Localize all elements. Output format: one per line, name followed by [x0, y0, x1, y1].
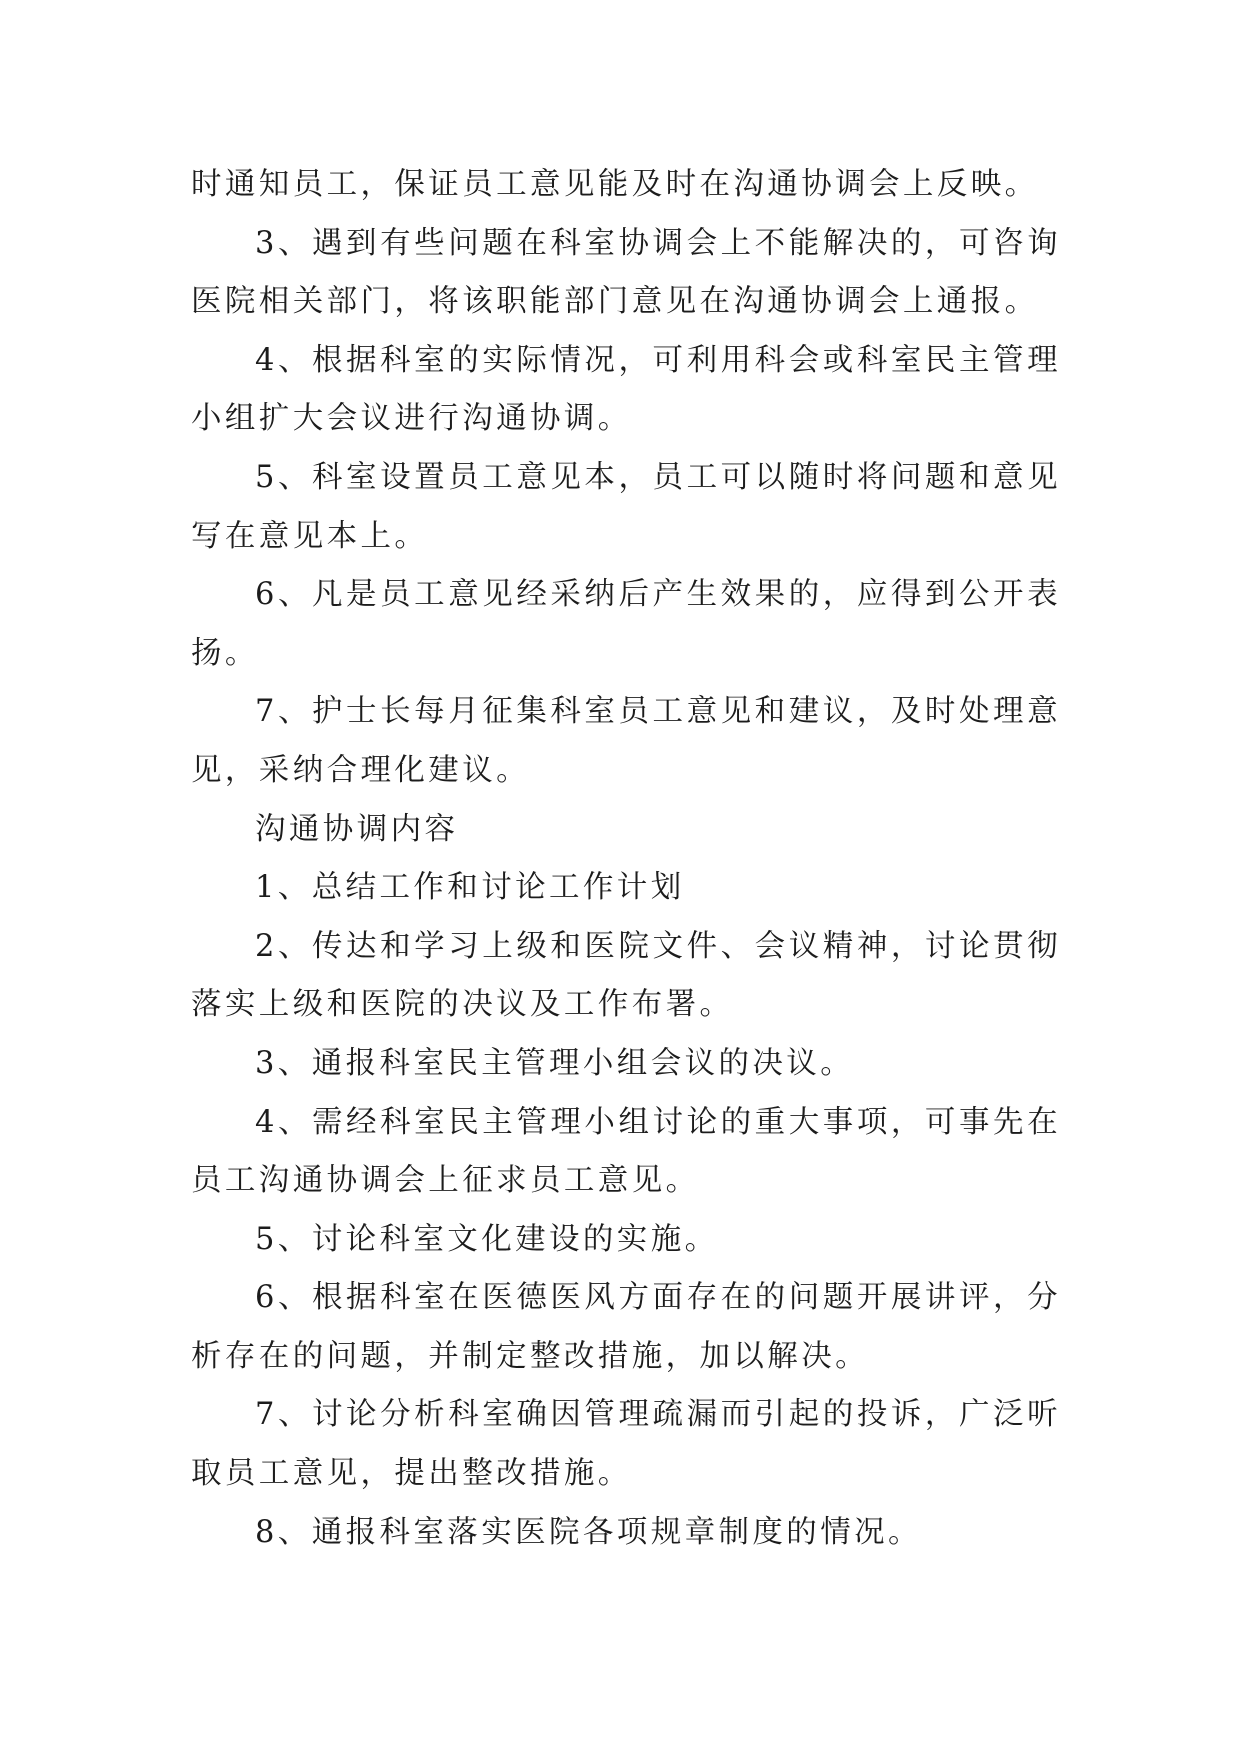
content-item-2: 2、传达和学习上级和医院文件、会议精神，讨论贯彻落实上级和医院的决议及工作布署。: [191, 928, 1061, 1023]
paragraph-continuation: 时通知员工，保证员工意见能及时在沟通协调会上反映。: [191, 167, 1039, 202]
paragraph-item-4: 4、根据科室的实际情况，可利用科会或科室民主管理小组扩大会议进行沟通协调。: [191, 342, 1061, 437]
content-item-1: 1、总结工作和讨论工作计划: [255, 870, 685, 906]
content-item-7: 7、讨论分析科室确因管理疏漏而引起的投诉，广泛听取员工意见，提出整改措施。: [191, 1397, 1061, 1492]
content-item-3: 3、通报科室民主管理小组会议的决议。: [255, 1045, 855, 1081]
paragraph-item-5: 5、科室设置员工意见本，员工可以随时将问题和意见写在意见本上。: [191, 459, 1061, 554]
document-body: [191, 156, 1061, 1562]
content-item-8: 8、通报科室落实医院各项规章制度的情况。: [255, 1514, 922, 1550]
paragraph-item-6: 6、凡是员工意见经采纳后产生效果的，应得到公开表扬。: [191, 577, 1061, 671]
content-item-6: 6、根据科室在医德医风方面存在的问题开展讲评，分析存在的问题，并制定整改措施，加以解决。: [191, 1280, 1061, 1374]
paragraph-item-3: 3、遇到有些问题在科室协调会上不能解决的，可咨询医院相关部门，将该职能部门意见在沟通协调会上通报。: [191, 225, 1061, 320]
section-heading: 沟通协调内容: [255, 811, 459, 847]
content-item-4: 4、需经科室民主管理小组讨论的重大事项，可事先在员工沟通协调会上征求员工意见。: [191, 1104, 1061, 1199]
content-item-5: 5、讨论科室文化建设的实施。: [255, 1221, 719, 1257]
paragraph-item-7: 7、护士长每月征集科室员工意见和建议，及时处理意见，采纳合理化建议。: [191, 694, 1061, 788]
